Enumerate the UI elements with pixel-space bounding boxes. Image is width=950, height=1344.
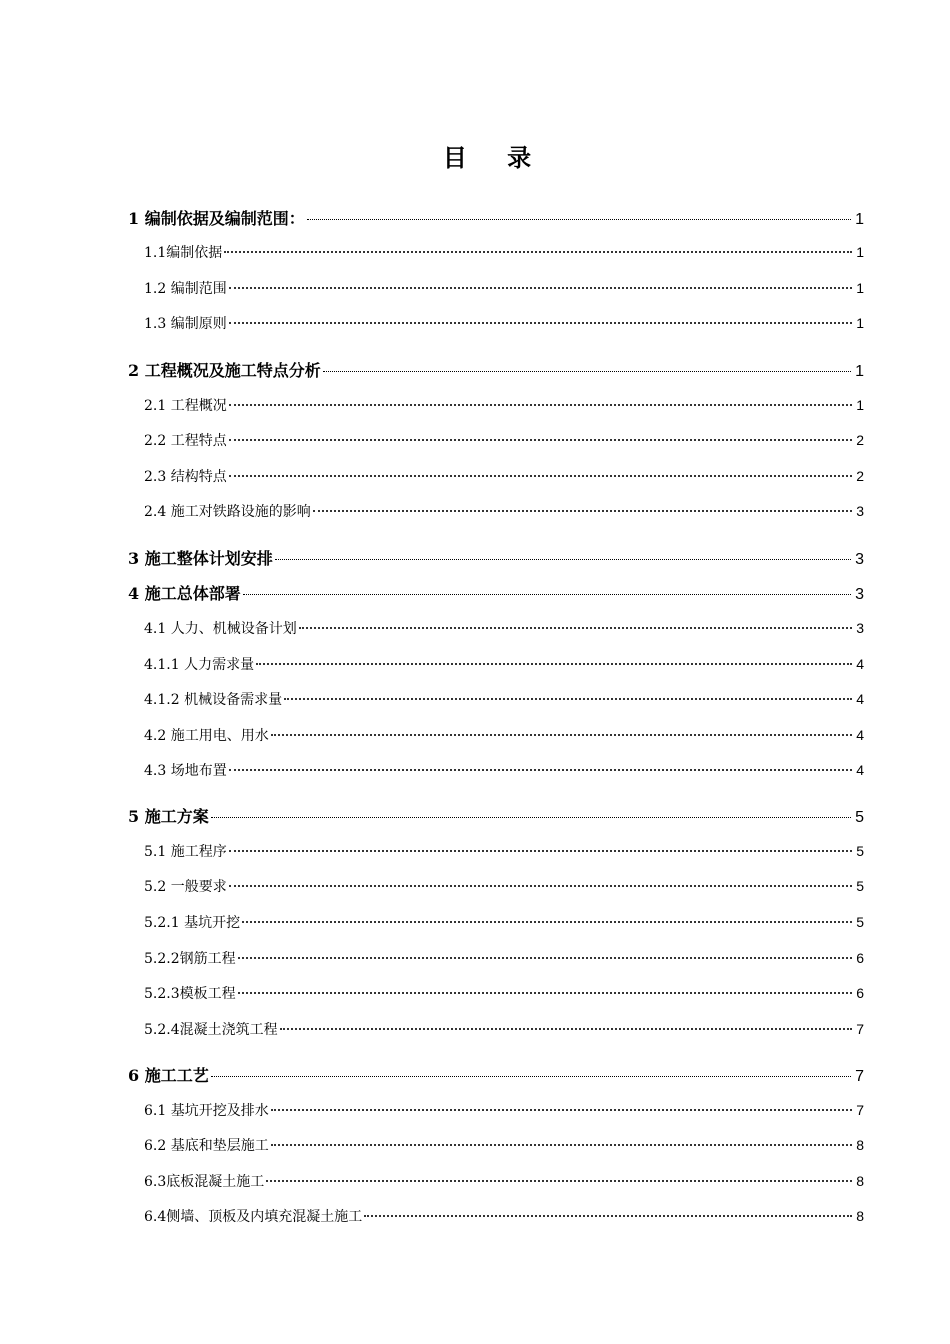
- toc-dot-leader: [364, 1214, 852, 1217]
- toc-entry[interactable]: [144, 1135, 864, 1155]
- toc-entry-title: 6.2 基底和垫层施工: [144, 1138, 269, 1154]
- toc-dot-leader: [275, 558, 851, 560]
- toc-entry-title: 2.2 工程特点: [144, 433, 227, 449]
- toc-entry-page-number: 8: [856, 1208, 864, 1224]
- toc-entry-page-number: 2: [856, 432, 864, 448]
- toc-entry[interactable]: [144, 654, 864, 674]
- toc-entry-page-number: 1: [855, 211, 864, 228]
- toc-entry-title: 5.2.2钢筋工程: [144, 951, 236, 967]
- toc-entry-page-number: 8: [856, 1173, 864, 1189]
- toc-entry-page-number: 4: [856, 656, 864, 672]
- toc-entry-title: 5.2.4混凝土浇筑工程: [144, 1022, 278, 1038]
- toc-dot-leader: [229, 474, 852, 477]
- toc-entry-title: 2.4 施工对铁路设施的影响: [144, 504, 311, 520]
- toc-entry-title: 6.4侧墙、顶板及内填充混凝土施工: [144, 1209, 363, 1225]
- toc-entry-title: 1.1编制依据: [144, 245, 223, 261]
- toc-entry[interactable]: [144, 618, 864, 638]
- toc-entry-title: 2.1 工程概况: [144, 398, 227, 414]
- toc-entry[interactable]: [128, 804, 864, 827]
- toc-entry-page-number: 6: [856, 950, 864, 966]
- toc-entry-page-number: 1: [856, 315, 864, 331]
- toc-dot-leader: [271, 1143, 852, 1146]
- toc-entry-title: 1.3 编制原则: [144, 316, 227, 332]
- toc-entry-title: 4 施工总体部署: [128, 584, 241, 603]
- toc-entry[interactable]: [144, 313, 864, 333]
- toc-entry[interactable]: [144, 395, 864, 415]
- toc-entry[interactable]: [144, 278, 864, 298]
- toc-dot-leader: [229, 849, 852, 852]
- toc-entry[interactable]: [144, 242, 864, 262]
- toc-entry[interactable]: [144, 948, 864, 968]
- toc-dot-leader: [229, 321, 852, 324]
- toc-entry[interactable]: [128, 206, 864, 229]
- toc-entry-page-number: 6: [856, 985, 864, 1001]
- toc-dot-leader: [307, 218, 851, 220]
- toc-dot-leader: [284, 697, 852, 700]
- toc-entry[interactable]: [128, 1063, 864, 1086]
- toc-dot-leader: [211, 816, 851, 818]
- toc-entry-page-number: 5: [856, 843, 864, 859]
- toc-entry-page-number: 3: [855, 586, 864, 603]
- toc-entry-title: 5.1 施工程序: [144, 844, 227, 860]
- toc-entry-page-number: 5: [855, 809, 864, 826]
- toc-entry-page-number: 3: [855, 551, 864, 568]
- toc-entry-title: 5.2.1 基坑开挖: [144, 915, 241, 931]
- toc-entry-page-number: 7: [856, 1021, 864, 1037]
- toc-entry[interactable]: [144, 876, 864, 896]
- toc-entry[interactable]: [144, 983, 864, 1003]
- toc-entry-title: 5.2.3模板工程: [144, 986, 236, 1002]
- toc-entry[interactable]: [128, 358, 864, 381]
- toc-dot-leader: [271, 733, 852, 736]
- toc-dot-leader: [238, 991, 853, 994]
- toc-dot-leader: [211, 1075, 851, 1077]
- toc-entry-title: 1.2 编制范围: [144, 281, 227, 297]
- toc-entry-page-number: 3: [856, 503, 864, 519]
- toc-entry[interactable]: [144, 912, 864, 932]
- toc-entry[interactable]: [144, 689, 864, 709]
- toc-entry[interactable]: [128, 546, 864, 569]
- toc-entry-page-number: 1: [855, 363, 864, 380]
- toc-entry-title: 4.2 施工用电、用水: [144, 728, 269, 744]
- toc-dot-leader: [256, 662, 852, 665]
- toc-entry[interactable]: [144, 760, 864, 780]
- toc-dot-leader: [229, 438, 852, 441]
- toc-dot-leader: [229, 403, 852, 406]
- toc-entry-title: 5 施工方案: [128, 807, 209, 826]
- toc-entry-page-number: 4: [856, 762, 864, 778]
- toc-entry-title: 3 施工整体计划安排: [128, 549, 273, 568]
- toc-dot-leader: [266, 1179, 852, 1182]
- toc-entry-page-number: 4: [856, 727, 864, 743]
- toc-dot-leader: [271, 1108, 852, 1111]
- toc-dot-leader: [280, 1027, 853, 1030]
- toc-dot-leader: [229, 286, 852, 289]
- toc-entry-page-number: 3: [856, 620, 864, 636]
- toc-entry[interactable]: [144, 1100, 864, 1120]
- toc-entry[interactable]: [144, 1171, 864, 1191]
- toc-entry-page-number: 5: [856, 878, 864, 894]
- toc-dot-leader: [224, 250, 852, 253]
- toc-entry-title: 1 编制依据及编制范围：: [128, 209, 305, 228]
- toc-entry-page-number: 1: [856, 397, 864, 413]
- toc-entry[interactable]: [144, 501, 864, 521]
- page-title: 目 录: [442, 143, 548, 172]
- toc-entry[interactable]: [144, 1206, 864, 1226]
- toc-entry-title: 6.1 基坑开挖及排水: [144, 1103, 269, 1119]
- toc-entry-title: 4.1.2 机械设备需求量: [144, 692, 283, 708]
- toc-entry-page-number: 1: [856, 280, 864, 296]
- toc-entry-page-number: 7: [856, 1102, 864, 1118]
- toc-dot-leader: [238, 956, 853, 959]
- toc-dot-leader: [229, 884, 852, 887]
- toc-entry-page-number: 5: [856, 914, 864, 930]
- toc-entry-title: 4.1 人力、机械设备计划: [144, 621, 297, 637]
- toc-entry[interactable]: [144, 725, 864, 745]
- toc-entry[interactable]: [128, 581, 864, 604]
- toc-entry[interactable]: [144, 1019, 864, 1039]
- toc-entry[interactable]: [144, 430, 864, 450]
- toc-entry-page-number: 2: [856, 468, 864, 484]
- toc-entry-title: 2 工程概况及施工特点分析: [128, 361, 321, 380]
- toc-entry-page-number: 8: [856, 1137, 864, 1153]
- toc-entry-page-number: 4: [856, 691, 864, 707]
- toc-entry-page-number: 7: [855, 1068, 864, 1085]
- toc-entry-title: 4.3 场地布置: [144, 763, 227, 779]
- toc-dot-leader: [229, 768, 852, 771]
- toc-entry-title: 4.1.1 人力需求量: [144, 657, 255, 673]
- toc-dot-leader: [313, 509, 852, 512]
- toc-dot-leader: [242, 920, 852, 923]
- toc-entry-title: 2.3 结构特点: [144, 469, 227, 485]
- toc-entry-title: 5.2 一般要求: [144, 879, 227, 895]
- toc-entry[interactable]: [144, 841, 864, 861]
- toc-entry-title: 6.3底板混凝土施工: [144, 1174, 265, 1190]
- toc-entry-page-number: 1: [856, 244, 864, 260]
- toc-entry-title: 6 施工工艺: [128, 1066, 209, 1085]
- toc-dot-leader: [323, 370, 851, 372]
- toc-dot-leader: [243, 593, 851, 595]
- toc-dot-leader: [299, 626, 852, 629]
- toc-entry[interactable]: [144, 466, 864, 486]
